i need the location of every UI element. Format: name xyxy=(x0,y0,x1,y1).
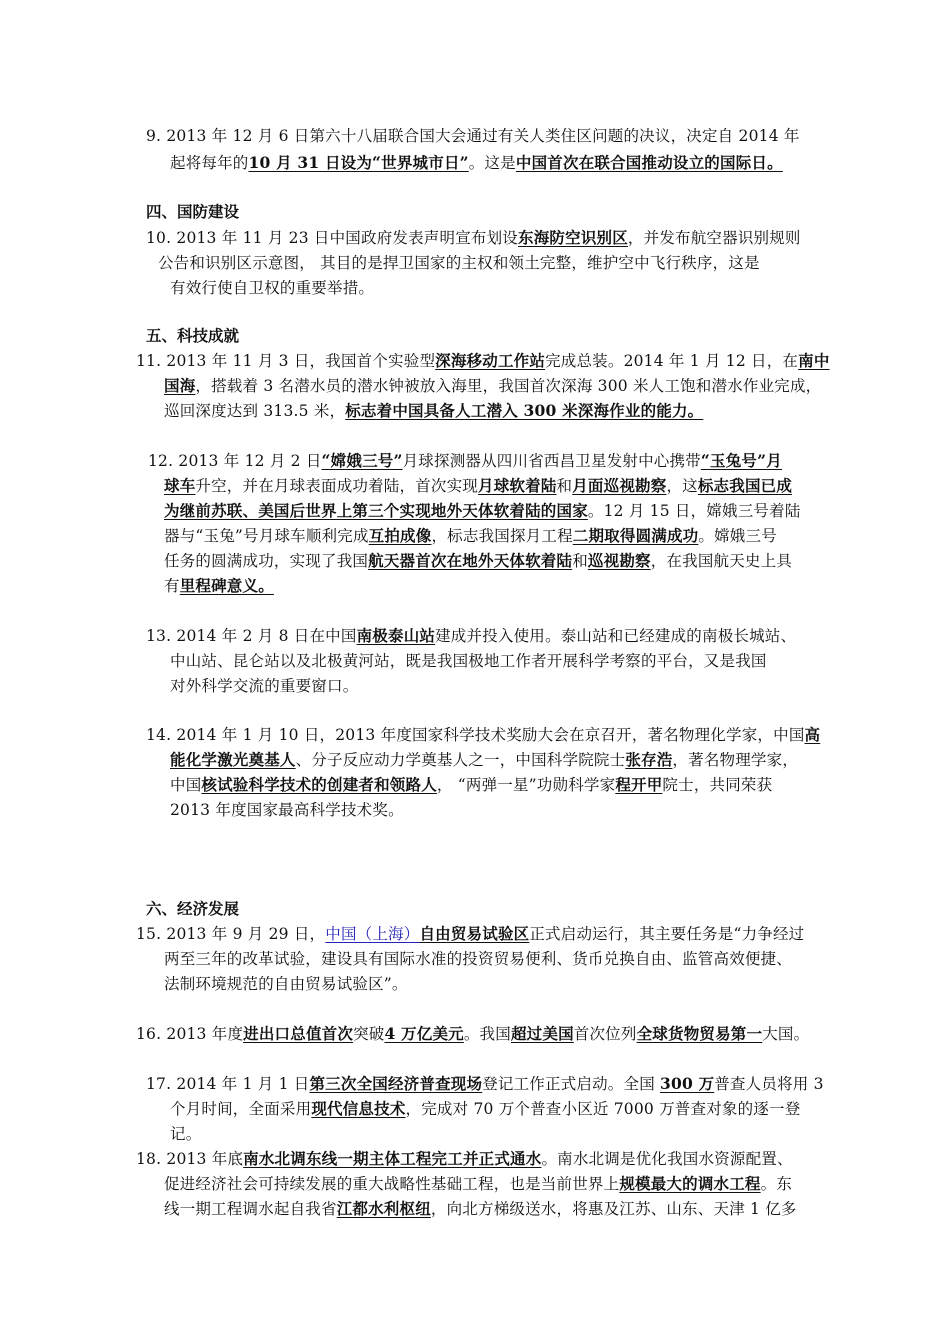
item-9-line-1: 9. 2013 年 12 月 6 日第六十八届联合国大会通过有关人类住区问题的决议，决定自 2014 年 xyxy=(146,127,800,145)
item-15-line-1: 15. 2013 年 9 月 29 日，中国（上海）自由贸易试验区正式启动运行，其主要任务是“力争经过 xyxy=(136,924,805,943)
item-11-line-3: 巡回深度达到 313.5 米，标志着中国具备人工潜入 300 米深海作业的能力。 xyxy=(164,401,704,420)
item-10-line-1: 10. 2013 年 11 月 23 日中国政府发表声明宣布划设东海防空识别区，并发布航空器识别规则 xyxy=(146,228,801,247)
item-17-line-1: 17. 2014 年 1 月 1 日第三次全国经济普查现场登记工作正式启动。全国 300 万普查人员将用 3 xyxy=(146,1074,824,1093)
item-13-line-2: 中山站、昆仑站以及北极黄河站，既是我国极地工作者开展科学考察的平台，又是我国 xyxy=(170,652,767,670)
section-heading-science: 五、科技成就 xyxy=(146,327,240,345)
item-14-line-4: 2013 年度国家最高科学技术奖。 xyxy=(170,801,404,819)
item-15-line-3: 法制环境规范的自由贸易试验区”。 xyxy=(164,975,408,993)
item-10-line-2: 公告和识别区示意图， 其目的是捍卫国家的主权和领土完整，维护空中飞行秩序，这是 xyxy=(158,254,760,272)
item-17-line-3: 记。 xyxy=(170,1125,202,1143)
section-heading-defense: 四、国防建设 xyxy=(146,203,240,221)
item-12-line-6: 有里程碑意义。 xyxy=(164,576,274,595)
item-18-line-3: 线一期工程调水起自我省江都水利枢纽，向北方梯级送水，将惠及江苏、山东、天津 1 亿多 xyxy=(164,1199,797,1218)
item-11-line-1: 11. 2013 年 11 月 3 日，我国首个实验型深海移动工作站完成总装。2014 年 1 月 12 日，在南中 xyxy=(136,351,830,370)
item-12-line-1: 12. 2013 年 12 月 2 日“嫦娥三号”月球探测器从四川省西昌卫星发射中心携带“玉兔号”月 xyxy=(148,451,782,470)
item-12-line-5: 任务的圆满成功，实现了我国航天器首次在地外天体软着陆和巡视勘察，在我国航天史上具 xyxy=(164,551,793,570)
item-10-line-3: 有效行使自卫权的重要举措。 xyxy=(170,279,375,297)
item-15-line-2: 两至三年的改革试验，建设具有国际水准的投资贸易便利、货币兑换自由、监管高效便捷、 xyxy=(164,950,793,968)
item-12-line-3: 为继前苏联、美国后世界上第三个实现地外天体软着陆的国家。12 月 15 日，嫦娥三号着陆 xyxy=(164,501,801,520)
item-14-line-1: 14. 2014 年 1 月 10 日，2013 年度国家科学技术奖励大会在京召开，著名物理化学家，中国高 xyxy=(146,725,821,744)
item-18-line-1: 18. 2013 年底南水北调东线一期主体工程完工并正式通水。南水北调是优化我国水资源配置、 xyxy=(136,1149,793,1168)
item-17-line-2: 个月时间，全面采用现代信息技术，完成对 70 万个普查小区近 7000 万普查对象的逐一登 xyxy=(170,1099,801,1118)
item-16-line-1: 16. 2013 年度进出口总值首次突破4 万亿美元。我国超过美国首次位列全球货物贸易第一大国。 xyxy=(136,1024,810,1043)
item-12-line-4: 器与“玉兔”号月球车顺利完成互拍成像，标志我国探月工程二期取得圆满成功。嫦娥三号 xyxy=(164,526,777,545)
item-14-line-2: 能化学激光奠基人、分子反应动力学奠基人之一，中国科学院院士张存浩，著名物理学家， xyxy=(170,750,799,769)
section-heading-economy: 六、经济发展 xyxy=(146,900,240,918)
item-12-line-2: 球车升空，并在月球表面成功着陆，首次实现月球软着陆和月面巡视勘察，这标志我国已成 xyxy=(164,476,793,495)
item-11-line-2: 国海，搭载着 3 名潜水员的潜水钟被放入海里，我国首次深海 300 米人工饱和潜水作业完成， xyxy=(164,376,822,395)
item-14-line-3: 中国核试验科学技术的创建者和领路人， “两弹一星”功勋科学家程开甲院士，共同荣获 xyxy=(170,775,773,794)
item-13-line-3: 对外科学交流的重要窗口。 xyxy=(170,677,359,695)
item-18-line-2: 促进经济社会可持续发展的重大战略性基础工程，也是当前世界上规模最大的调水工程。东 xyxy=(164,1174,793,1193)
item-13-line-1: 13. 2014 年 2 月 8 日在中国南极泰山站建成并投入使用。泰山站和已经建成的南极长城站、 xyxy=(146,626,797,645)
free-trade-zone-link[interactable]: 中国（上海） xyxy=(325,925,420,943)
item-9-line-2: 起将每年的10 月 31 日设为“世界城市日”。这是中国首次在联合国推动设立的国际日。 xyxy=(170,153,783,172)
